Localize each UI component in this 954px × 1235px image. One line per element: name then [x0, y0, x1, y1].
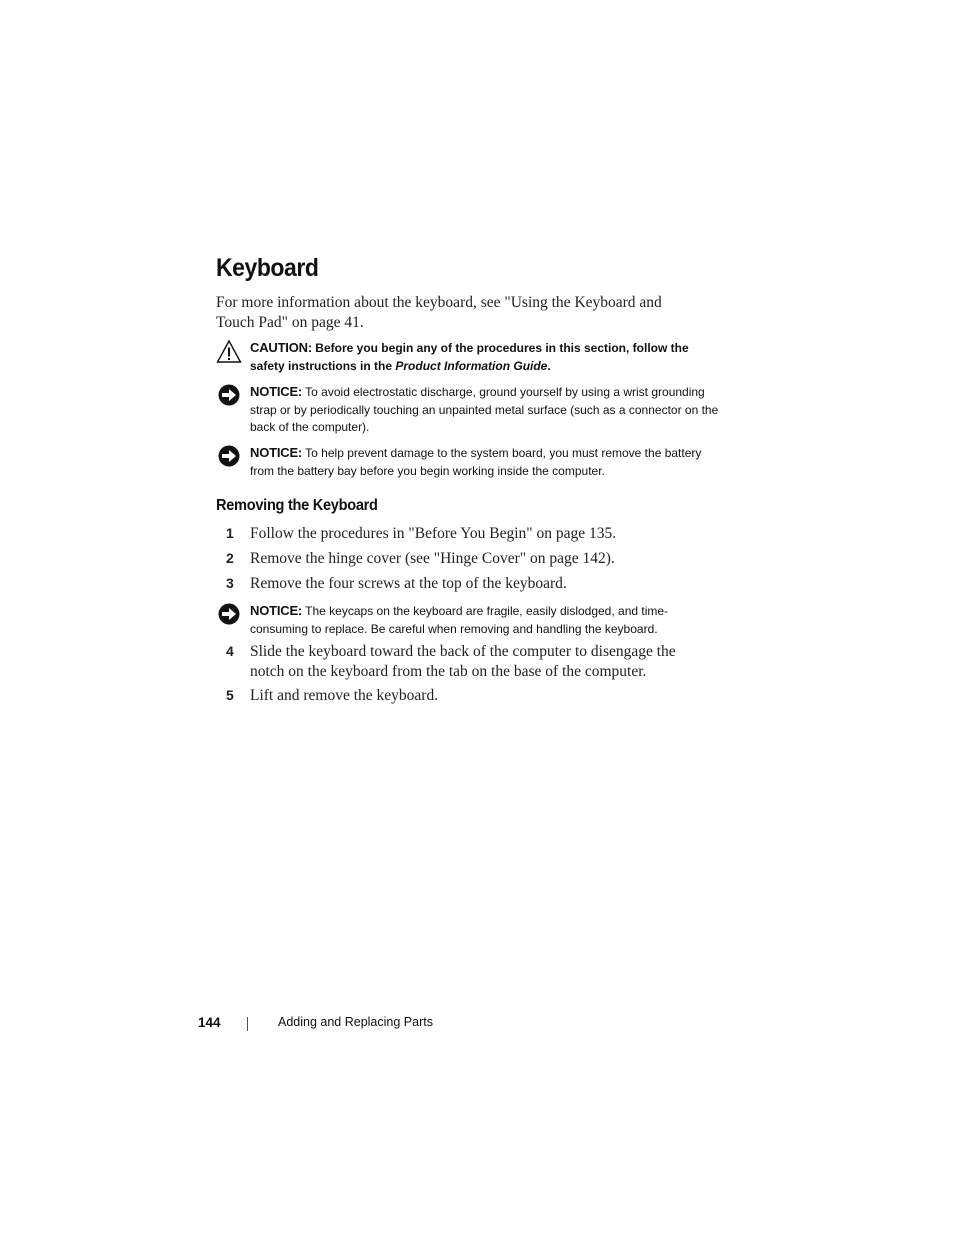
notice-label: NOTICE:: [250, 445, 303, 460]
caution-triangle-icon: [216, 339, 242, 365]
step-item: [216, 524, 696, 544]
step-item: [216, 642, 696, 681]
notice-arrow-icon: [216, 383, 242, 409]
section-heading: Removing the Keyboard: [216, 497, 378, 514]
footer-divider: [247, 1017, 248, 1031]
caution-text-end: .: [547, 358, 551, 373]
step-number: 1: [226, 525, 234, 541]
step-number: 5: [226, 687, 234, 703]
step-text: Follow the procedures in "Before You Begin" on page 135.: [250, 525, 617, 542]
step-number: 3: [226, 575, 234, 591]
step-text: Slide the keyboard toward the back of the computer to disengage the notch on the keyboard from the tab on the base of the computer.: [250, 643, 676, 680]
notice-note: [216, 383, 721, 437]
notice-text: To avoid electrostatic discharge, ground yourself by using a wrist grounding strap or by periodically touching an unpainted metal surface (such as a connector on the back of the computer).: [250, 385, 719, 434]
step-item: [216, 574, 696, 594]
page-number: 144: [198, 1015, 221, 1030]
step-text: Lift and remove the keyboard.: [250, 687, 439, 704]
notice-text: To help prevent damage to the system board, you must remove the battery from the battery bay before you begin working inside the computer.: [250, 446, 702, 478]
notice-note: [216, 602, 696, 638]
footer-section-title: Adding and Replacing Parts: [278, 1015, 433, 1029]
caution-text: Before you begin any of the procedures in this section, follow the safety instructions in the: [250, 341, 689, 373]
step-number: 4: [226, 643, 234, 659]
step-number: 2: [226, 550, 234, 566]
notice-arrow-icon: [216, 602, 242, 628]
notice-arrow-icon: [216, 444, 242, 470]
caution-note: [216, 339, 721, 375]
notice-label: NOTICE:: [250, 603, 303, 618]
guide-title: Product Information Guide: [395, 358, 548, 373]
notice-text: The keycaps on the keyboard are fragile, easily dislodged, and time-consuming to replace. Be careful when removing and handling the keyboard.: [250, 604, 669, 636]
notice-note: [216, 444, 721, 480]
page-title: Keyboard: [216, 254, 319, 282]
step-item: [216, 549, 696, 569]
step-text: Remove the four screws at the top of the keyboard.: [250, 575, 567, 592]
intro-paragraph: For more information about the keyboard, see "Using the Keyboard and Touch Pad" on page 41.: [216, 294, 662, 331]
caution-label: CAUTION:: [250, 340, 312, 355]
notice-label: NOTICE:: [250, 384, 303, 399]
step-item: [216, 686, 696, 706]
step-text: Remove the hinge cover (see "Hinge Cover" on page 142).: [250, 550, 615, 567]
